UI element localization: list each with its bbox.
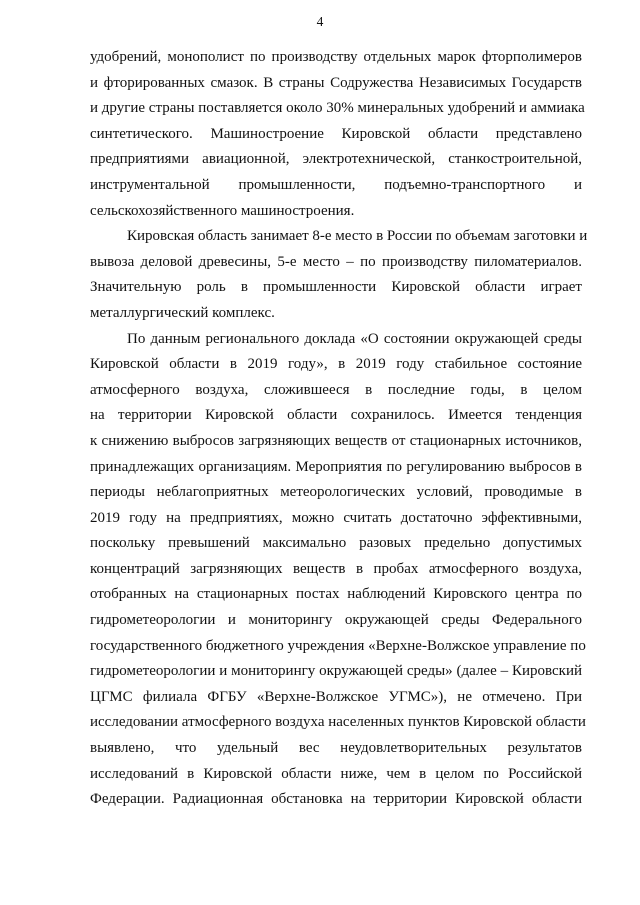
body-text: [90, 45, 588, 813]
paragraph-1-line-2: и фторированных смазок. В страны Содружества Независимых Государств: [90, 74, 582, 91]
paragraph-3-line-1: По данным регионального доклада «О состоянии окружающей среды: [127, 330, 582, 347]
paragraph-3-line-3: атмосферного воздуха, сложившееся в последние годы, в целом: [90, 381, 582, 398]
paragraph-2-line-2: вывоза деловой древесины, 5-е место – по производству пиломатериалов.: [90, 253, 582, 270]
paragraph-2-line-1: Кировская область занимает 8-е место в России по объемам заготовки и: [127, 228, 588, 245]
paragraph-3-line-8: 2019 году на предприятиях, можно считать достаточно эффективными,: [90, 509, 582, 526]
paragraph-3-line-6: принадлежащих организациям. Мероприятия по регулированию выбросов в: [90, 458, 582, 475]
paragraph-3-line-18: исследований в Кировской области ниже, чем в целом по Российской: [90, 765, 582, 782]
paragraph-1-line-1: удобрений, монополист по производству отдельных марок фторполимеров: [90, 49, 582, 65]
paragraph-3-line-14: гидрометеорологии и мониторингу окружающей среды» (далее – Кировский: [90, 663, 582, 680]
paragraph-3-line-7: периоды неблагоприятных метеорологических условий, проводимые в: [90, 484, 582, 501]
paragraph-1-line-6: инструментальной промышленности, подъемно-транспортного и: [90, 176, 582, 193]
paragraph-3-line-10: концентраций загрязняющих веществ в пробах атмосферного воздуха,: [90, 560, 582, 577]
paragraph-1-line-4: синтетического. Машиностроение Кировской области представлено: [90, 125, 582, 142]
paragraph-3-line-12: гидрометеорологии и мониторингу окружающей среды Федерального: [90, 612, 582, 629]
paragraph-3-line-11: отобранных на стационарных постах наблюдений Кировского центра по: [90, 586, 582, 603]
paragraph-3-line-17: выявлено, что удельный вес неудовлетворительных результатов: [90, 740, 582, 757]
paragraph-3: [90, 327, 586, 813]
paragraph-3-line-5: к снижению выбросов загрязняющих веществ от стационарных источников,: [90, 432, 582, 449]
paragraph-3-line-9: поскольку превышений максимально разовых предельно допустимых: [90, 535, 582, 552]
paragraph-3-line-19: Федерации. Радиационная обстановка на территории Кировской области: [90, 791, 582, 808]
paragraph-1-line-3: и другие страны поставляется около 30% минеральных удобрений и аммиака: [90, 100, 585, 117]
paragraph-1-line-5: предприятиями авиационной, электротехнической, станкостроительной,: [90, 151, 582, 168]
paragraph-1: [90, 45, 585, 224]
paragraph-3-line-4: на территории Кировской области сохранилось. Имеется тенденция: [90, 407, 582, 424]
paragraph-3-line-15: ЦГМС филиала ФГБУ «Верхне-Волжское УГМС»), не отмечено. При: [90, 688, 582, 705]
paragraph-3-line-13: государственного бюджетного учреждения «Верхне-Волжское управление по: [90, 637, 586, 654]
paragraph-3-line-2: Кировской области в 2019 году», в 2019 году стабильное состояние: [90, 356, 582, 373]
paragraph-2-line-4: металлургический комплекс.: [90, 304, 275, 321]
page-number: 4: [316, 14, 324, 29]
paragraph-2: [90, 224, 588, 326]
paragraph-1-line-7: сельскохозяйственного машиностроения.: [90, 202, 355, 219]
paragraph-3-line-16: исследовании атмосферного воздуха населенных пунктов Кировской области: [90, 714, 586, 731]
paragraph-2-line-3: Значительную роль в промышленности Кировской области играет: [90, 279, 582, 296]
